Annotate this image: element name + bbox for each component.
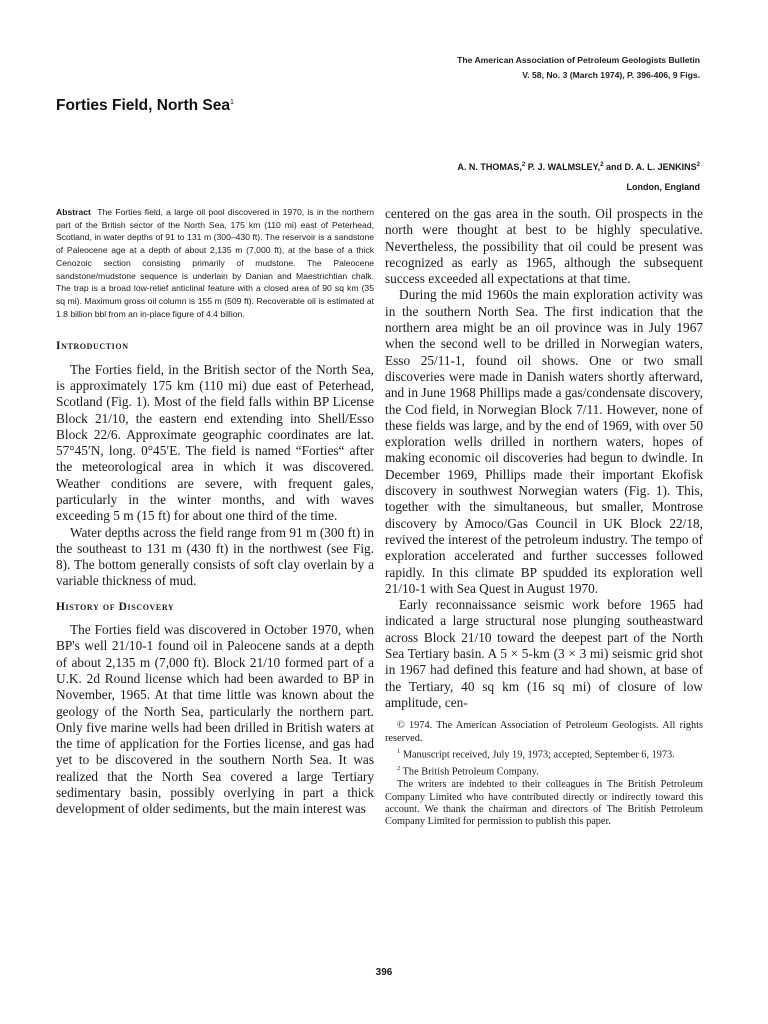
- abstract-text: The Forties field, a large oil pool discovered in 1970, is in the northern part of the British sector of the North Sea, 175 km (110 mi) east of Peterhead, Scotland, in water depths of 91 to 131 m (300–430 ft). The reservoir is a sandstone of Paleocene age at a depth of about 2,135 m (7,000 ft), at the base of a thick Cenozoic section consisting primarily of mudstone. The Paleocene sandstone/mudstone sequence is underlain by Danian and Maestrichtian chalk. The trap is a broad low-relief anticlinal feature with a closed area of 90 sq km (35 sq mi). Maximum gross oil column is 155 m (509 ft). Recoverable oil is estimated at 1.8 billion bbl from an in-place figure of 4.4 billion.: [56, 207, 374, 319]
- left-column: [56, 206, 374, 818]
- author-1-note: 2: [521, 162, 526, 168]
- history-heading: History of Discovery: [56, 600, 175, 613]
- journal-citation: V. 58, No. 3 (March 1974), P. 396-406, 9 Figs.: [522, 70, 700, 80]
- article-title: [56, 97, 234, 115]
- footnote-2: [385, 763, 703, 779]
- right-column: [385, 206, 703, 829]
- author-names: [457, 155, 700, 177]
- author-2-note: 2: [600, 162, 604, 168]
- author-joiner: and: [605, 162, 622, 172]
- footnote-1: [385, 746, 703, 762]
- author-block: [457, 155, 700, 197]
- history-paragraph-3: Early reconnaissance seismic work before 1965 had indicated a large structural nose plunging southeastward across Block 21/10 toward the deepest part of the North Sea Tertiary basin. A 5 × 5-km (3 × 3 mi) seismic grid shot in 1967 had defined this feature and had shown, at base of the Tertiary, 40 sq km (16 sq mi) of closure of low amplitude, cen-: [385, 597, 703, 710]
- intro-paragraph-2: Water depths across the field range from 91 m (300 ft) in the southeast to 131 m (430 ft) in the northwest (see Fig. 8). The bottom generally consists of soft clay overlain by a variable thickness of mud.: [56, 524, 374, 589]
- footnotes: [385, 720, 703, 828]
- title-text: Forties Field, North Sea: [56, 97, 230, 114]
- footnote-2-text: The British Petroleum Company.: [402, 765, 539, 777]
- history-paragraph-1: The Forties field was discovered in October 1970, when BP's well 21/10-1 found oil in Paleocene sands at a depth of about 2,135 m (7,000 ft). Block 21/10 formed part of a U.K. 2d Round license which had been awarded to BP in November, 1965. At that time little was known about the geology of the North Sea, particularly the northern part. Only five marine wells had been drilled in British waters at the time of application for the Forties license, and gas had yet to be discovered in the southern North Sea. It was realized that the North Sea covered a large Tertiary sedimentary basin, possibly overlying in part a thick development of older sediments, but the main interest was: [56, 622, 374, 817]
- page-number: 396: [375, 967, 393, 978]
- copyright-note: © 1974. The American Association of Petroleum Geologists. All rights reserved.: [385, 720, 703, 744]
- title-footnote-mark: 1: [229, 98, 234, 106]
- footnote-1-text: Manuscript received, July 19, 1973; accepted, September 6, 1973.: [402, 749, 675, 761]
- journal-name: The American Association of Petroleum Geologists Bulletin: [457, 55, 700, 65]
- intro-paragraph-1: The Forties field, in the British sector of the North Sea, is approximately 175 km (110 mi) due east of Peterhead, Scotland (Fig. 1). Most of the field falls within BP License Block 21/10, the eastern end extending into Shell/Esso Block 22/6. Approximate geographic coordinates are lat. 57°45′N, long. 0°45′E. The field is named “Forties“ after the meteorological area in which it was discovered. Weather conditions are severe, with frequent gales, particularly in the winter months, and with waves exceeding 5 m (15 ft) for about one third of the time.: [56, 361, 374, 524]
- journal-header: [457, 53, 700, 83]
- footnote-2-mark: 2: [397, 764, 401, 772]
- acknowledgment: The writers are indebted to their colleagues in The British Petroleum Company Limited who have contributed directly or indirectly toward this account. We thank the chairman and directors of The British Petroleum Company Limited for permission to publish this paper.: [385, 779, 703, 828]
- author-location: London, England: [626, 182, 700, 192]
- abstract: [56, 206, 374, 320]
- history-continuation: centered on the gas area in the south. Oil prospects in the north were thought at best to be highly speculative. Nevertheless, the possibility that oil could be present was recognized as early as 1965, although the subsequent success exceeded all expectations at that time.: [385, 206, 703, 287]
- author-3-note: 2: [696, 162, 700, 168]
- introduction-heading: Introduction: [56, 340, 129, 353]
- footnote-1-mark: 1: [397, 747, 401, 755]
- author-2: P. J. WALMSLEY,: [527, 162, 601, 172]
- author-1: A. N. THOMAS,: [457, 162, 522, 172]
- abstract-label: Abstract: [56, 207, 91, 217]
- history-paragraph-2: During the mid 1960s the main exploration activity was in the southern North Sea. The first indication that the northern area might be an oil province was in July 1967 when the second well to be drilled in Norwegian waters, Esso 25/11-1, found oil shows. One or two small discoveries were made in Danish waters shortly afterward, and in June 1968 Phillips made a gas/condensate discovery, the Cod field, in Norwegian Block 7/11. However, none of these fields was large, and by the end of 1969, with over 50 exploration wells drilled in northern waters, hopes of making economic oil discoveries had begun to dwindle. In December 1969, Phillips made their important Ekofisk discovery in southwest Norwegian waters (Fig. 1). This, together with the simultaneous, but smaller, Montrose discovery by Amoco/Gas Council in UK Block 22/18, revived the interest of the petroleum industry. The tempo of exploration accelerated and further successes followed rapidly. In this climate BP spudded its exploration well 21/10-1 with Sea Quest in August 1970.: [385, 287, 703, 596]
- author-3: D. A. L. JENKINS: [624, 162, 697, 172]
